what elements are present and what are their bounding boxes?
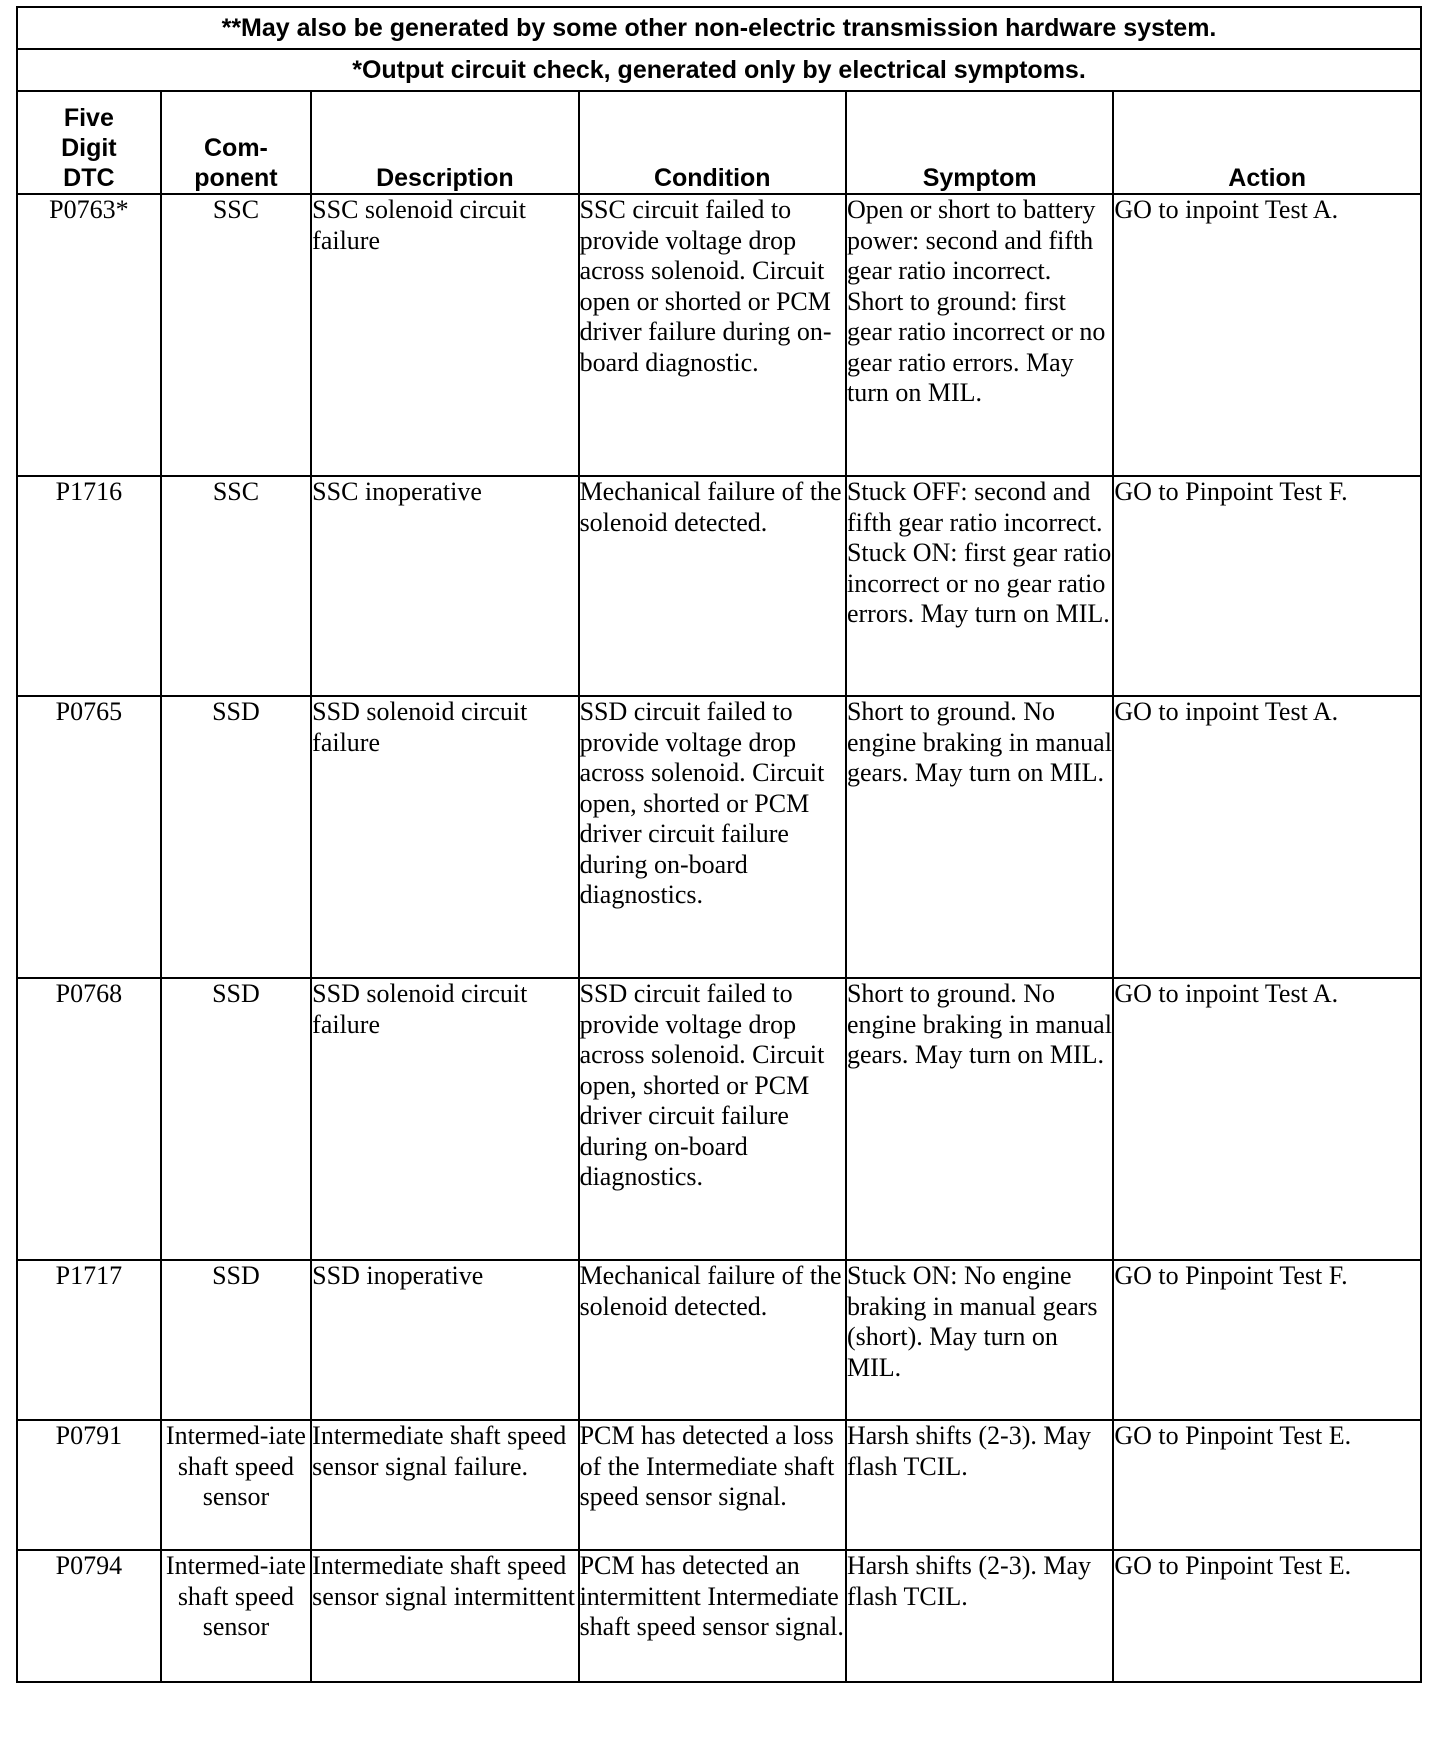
component-cell: SSD (161, 1260, 311, 1420)
table-row (17, 1550, 1421, 1682)
table-row (17, 1260, 1421, 1420)
note-output-circuit: *Output circuit check, generated only by electrical symptoms. (17, 49, 1421, 91)
header-dtc (17, 91, 161, 194)
description-cell: SSC solenoid circuit failure (311, 194, 578, 476)
description-cell: Intermediate shaft speed sensor signal failure. (311, 1420, 578, 1550)
table-row (17, 978, 1421, 1260)
description-cell: Intermediate shaft speed sensor signal intermittent (311, 1550, 578, 1682)
condition-cell: PCM has detected an intermittent Intermediate shaft speed sensor signal. (579, 1550, 846, 1682)
header-action: Action (1113, 91, 1421, 194)
action-cell: GO to Pinpoint Test F. (1113, 476, 1421, 696)
header-dtc-line: DTC (63, 164, 115, 192)
action-cell: GO to inpoint Test A. (1113, 696, 1421, 978)
description-cell: SSC inoperative (311, 476, 578, 696)
action-cell: GO to Pinpoint Test F. (1113, 1260, 1421, 1420)
table-row (17, 696, 1421, 978)
symptom-cell: Short to ground. No engine braking in manual gears. May turn on MIL. (846, 978, 1113, 1260)
symptom-cell: Stuck OFF: second and fifth gear ratio incorrect. Stuck ON: first gear ratio incorrect or no gear ratio errors. May turn on MIL. (846, 476, 1113, 696)
component-cell: SSC (161, 476, 311, 696)
table-row (17, 476, 1421, 696)
header-dtc-line: Five (63, 104, 114, 132)
dtc-code-cell: P0794 (17, 1550, 161, 1682)
condition-cell: SSD circuit failed to provide voltage drop across solenoid. Circuit open, shorted or PCM driver circuit failure during on-board diagnostics. (579, 978, 846, 1260)
symptom-cell: Stuck ON: No engine braking in manual gears (short). May turn on MIL. (846, 1260, 1113, 1420)
component-cell: SSD (161, 978, 311, 1260)
table-row (17, 194, 1421, 476)
dtc-table (16, 6, 1422, 1683)
dtc-code-cell: P1717 (17, 1260, 161, 1420)
action-cell: GO to Pinpoint Test E. (1113, 1420, 1421, 1550)
symptom-cell: Short to ground. No engine braking in manual gears. May turn on MIL. (846, 696, 1113, 978)
dtc-code-cell: P0765 (17, 696, 161, 978)
condition-cell: Mechanical failure of the solenoid detected. (579, 476, 846, 696)
condition-cell: Mechanical failure of the solenoid detected. (579, 1260, 846, 1420)
header-symptom: Symptom (846, 91, 1113, 194)
dtc-code-cell: P1716 (17, 476, 161, 696)
header-component (161, 91, 311, 194)
action-cell: GO to inpoint Test A. (1113, 194, 1421, 476)
header-description: Description (311, 91, 578, 194)
symptom-cell: Open or short to battery power: second and fifth gear ratio incorrect. Short to ground: first gear ratio incorrect or no gear ratio errors. May turn on MIL. (846, 194, 1113, 476)
dtc-code-cell: P0763* (17, 194, 161, 476)
note-row-hardware (17, 7, 1421, 49)
header-component-line: ponent (194, 164, 278, 192)
header-row (17, 91, 1421, 194)
action-cell: GO to inpoint Test A. (1113, 978, 1421, 1260)
header-condition: Condition (579, 91, 846, 194)
component-cell: Intermed-iate shaft speed sensor (161, 1420, 311, 1550)
component-cell: SSD (161, 696, 311, 978)
condition-cell: SSC circuit failed to provide voltage drop across solenoid. Circuit open or shorted or PCM driver failure during on-board diagnostic. (579, 194, 846, 476)
condition-cell: PCM has detected a loss of the Intermediate shaft speed sensor signal. (579, 1420, 846, 1550)
symptom-cell: Harsh shifts (2-3). May flash TCIL. (846, 1550, 1113, 1682)
description-cell: SSD inoperative (311, 1260, 578, 1420)
condition-cell: SSD circuit failed to provide voltage drop across solenoid. Circuit open, shorted or PCM driver circuit failure during on-board diagnostics. (579, 696, 846, 978)
note-hardware: **May also be generated by some other non-electric transmission hardware system. (17, 7, 1421, 49)
dtc-code-cell: P0768 (17, 978, 161, 1260)
dtc-code-cell: P0791 (17, 1420, 161, 1550)
action-cell: GO to Pinpoint Test E. (1113, 1550, 1421, 1682)
component-cell: Intermed-iate shaft speed sensor (161, 1550, 311, 1682)
table-row (17, 1420, 1421, 1550)
description-cell: SSD solenoid circuit failure (311, 696, 578, 978)
note-row-output (17, 49, 1421, 91)
header-dtc-line: Digit (61, 134, 117, 162)
description-cell: SSD solenoid circuit failure (311, 978, 578, 1260)
symptom-cell: Harsh shifts (2-3). May flash TCIL. (846, 1420, 1113, 1550)
header-component-line: Com- (204, 134, 268, 162)
component-cell: SSC (161, 194, 311, 476)
